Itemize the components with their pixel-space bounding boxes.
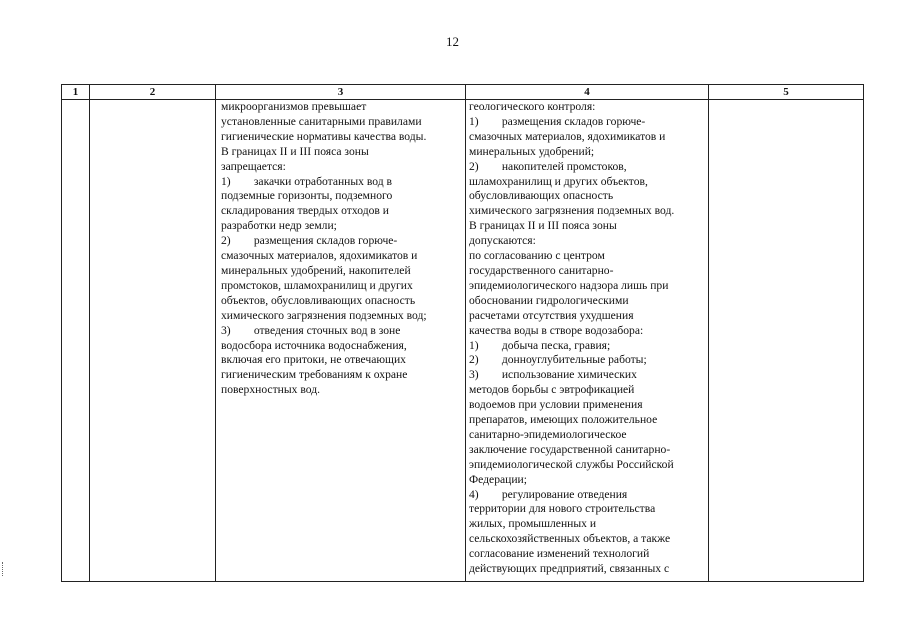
text-line: согласование изменений технологий bbox=[469, 547, 650, 561]
text-line: действующих предприятий, связанных с bbox=[469, 562, 670, 576]
text-line: санитарно-эпидемиологическое bbox=[469, 427, 627, 441]
text-line: смазочных материалов, ядохимикатов и bbox=[469, 129, 666, 143]
text-line: смазочных материалов, ядохимикатов и bbox=[221, 249, 418, 263]
text-line: промстоков, шламохранилищ и других bbox=[221, 278, 413, 292]
column-header-3: 3 bbox=[216, 85, 466, 100]
column-header-2: 2 bbox=[90, 85, 216, 100]
text-line: шламохранилищ и других объектов, bbox=[469, 174, 648, 188]
text-line: 2) накопителей промстоков, bbox=[469, 159, 627, 173]
text-line: качества воды в створе водозабора: bbox=[469, 323, 644, 337]
text-line: минеральных удобрений; bbox=[469, 144, 595, 158]
text-line: включая его притоки, не отвечающих bbox=[221, 353, 406, 367]
regulation-table bbox=[61, 84, 864, 582]
text-line: В границах II и III пояса зоны bbox=[221, 144, 369, 158]
text-line: Федерации; bbox=[469, 472, 527, 486]
text-line: эпидемиологической службы Российской bbox=[469, 457, 674, 471]
cell-text-col3 bbox=[216, 100, 465, 398]
text-line: по согласованию с центром bbox=[469, 249, 605, 263]
text-line: микроорганизмов превышает bbox=[221, 100, 367, 113]
text-line: обосновании гидрологическими bbox=[469, 293, 629, 307]
text-line: 2) донноуглубительные работы; bbox=[469, 353, 647, 367]
text-line: 1) закачки отработанных вод в bbox=[221, 174, 392, 188]
table-cell-col2 bbox=[90, 100, 216, 582]
column-header-5: 5 bbox=[709, 85, 864, 100]
text-line: установленные санитарными правилами bbox=[221, 114, 422, 128]
text-line: химического загрязнения подземных вод; bbox=[221, 308, 427, 322]
table-cell-col5 bbox=[709, 100, 864, 582]
text-line: В границах II и III пояса зоны bbox=[469, 219, 617, 233]
text-line: государственного санитарно- bbox=[469, 263, 614, 277]
text-line: химического загрязнения подземных вод. bbox=[469, 204, 675, 218]
text-line: сельскохозяйственных объектов, а также bbox=[469, 532, 671, 546]
text-line: гигиеническим требованиям к охране bbox=[221, 368, 408, 382]
text-line: территории для нового строительства bbox=[469, 502, 656, 516]
column-header-1: 1 bbox=[62, 85, 90, 100]
table-cell-col1 bbox=[62, 100, 90, 582]
page-number: 12 bbox=[446, 34, 459, 49]
text-line: разработки недр земли; bbox=[221, 219, 337, 233]
text-line: водосбора источника водоснабжения, bbox=[221, 338, 407, 352]
text-line: 2) размещения складов горюче- bbox=[221, 234, 398, 248]
text-line: водоемов при условии применения bbox=[469, 398, 643, 412]
text-line: допускаются: bbox=[469, 234, 536, 248]
text-line: заключение государственной санитарно- bbox=[469, 442, 671, 456]
cell-text-col4 bbox=[466, 100, 708, 577]
table-cell-col3 bbox=[216, 100, 466, 582]
text-line: геологического контроля: bbox=[469, 100, 596, 113]
text-line: минеральных удобрений, накопителей bbox=[221, 263, 411, 277]
text-line: складирования твердых отходов и bbox=[221, 204, 389, 218]
text-line: подземные горизонты, подземного bbox=[221, 189, 393, 203]
table-header-row bbox=[62, 85, 864, 100]
text-line: поверхностных вод. bbox=[221, 383, 320, 397]
text-line: запрещается: bbox=[221, 159, 286, 173]
text-line: 3) отведения сточных вод в зоне bbox=[221, 323, 401, 337]
text-line: эпидемиологического надзора лишь при bbox=[469, 278, 669, 292]
table-cell-col4 bbox=[466, 100, 709, 582]
table-row bbox=[62, 100, 864, 582]
text-line: препаратов, имеющих положительное bbox=[469, 413, 658, 427]
column-header-4: 4 bbox=[466, 85, 709, 100]
scan-edge-mark bbox=[2, 562, 6, 576]
text-line: расчетами отсутствия ухудшения bbox=[469, 308, 634, 322]
text-line: 4) регулирование отведения bbox=[469, 487, 628, 501]
text-line: 3) использование химических bbox=[469, 368, 637, 382]
text-line: 1) размещения складов горюче- bbox=[469, 114, 646, 128]
text-line: 1) добыча песка, гравия; bbox=[469, 338, 611, 352]
text-line: гигиенические нормативы качества воды. bbox=[221, 129, 427, 143]
text-line: обусловливающих опасность bbox=[469, 189, 614, 203]
text-line: объектов, обусловливающих опасность bbox=[221, 293, 416, 307]
text-line: жилых, промышленных и bbox=[469, 517, 597, 531]
text-line: методов борьбы с эвтрофикацией bbox=[469, 383, 635, 397]
